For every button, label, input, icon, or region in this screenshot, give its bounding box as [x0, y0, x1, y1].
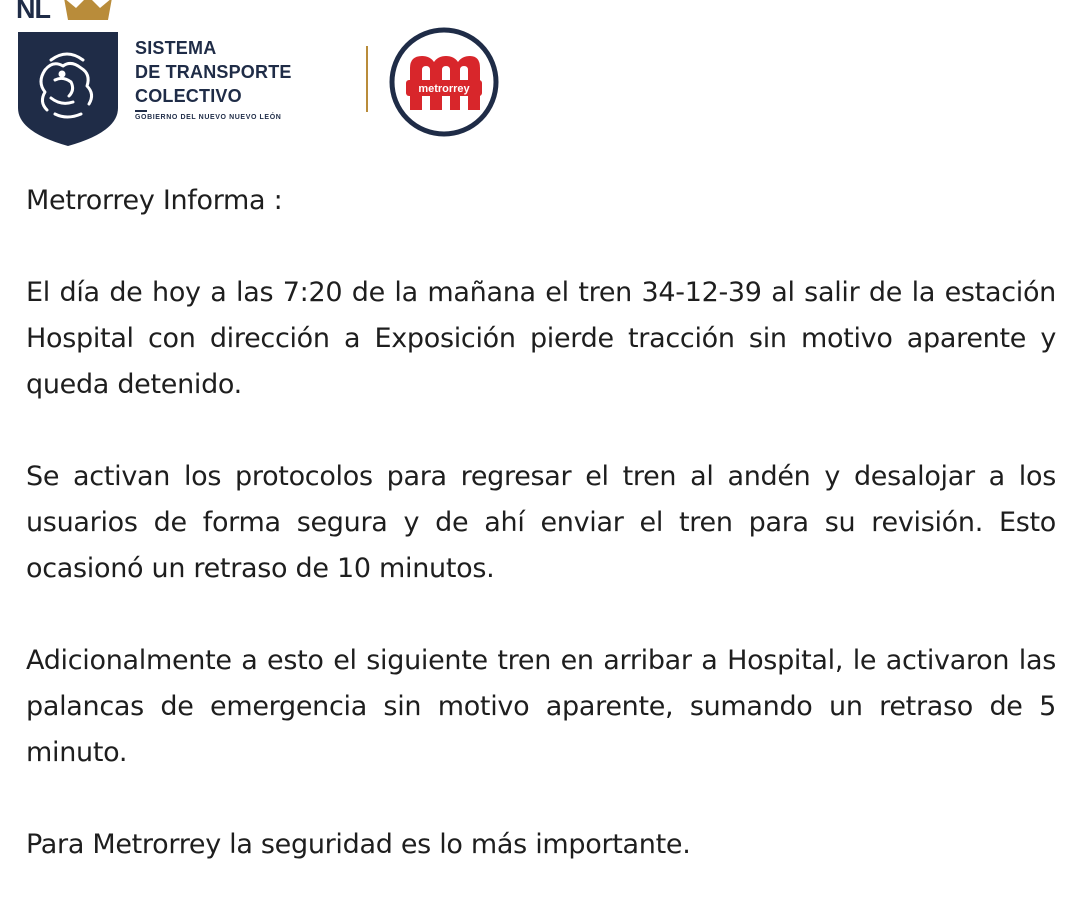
organization-name — [135, 36, 355, 108]
organization-line: COLECTIVO — [135, 86, 242, 106]
organization-subtitle: GOBIERNO DEL NUEVO NUEVO LEÓN — [135, 114, 282, 121]
announcement-paragraph: El día de hoy a las 7:20 de la mañana el tren 34-12-39 al salir de la estación Hospital con dirección a Exposición pierde tracción sin motivo aparente y queda detenido. — [26, 277, 1056, 400]
metrorrey-logo — [388, 26, 500, 138]
announcement-paragraph: Se activan los protocolos para regresar el tren al andén y desalojar a los usuarios de forma segura y de ahí enviar el tren para su revisión. Esto ocasionó un retraso de 10 minutos. — [26, 461, 1056, 584]
announcement-closing: Para Metrorrey la seguridad es lo más importante. — [26, 829, 691, 860]
announcement-heading: Metrorrey Informa : — [26, 185, 283, 216]
header — [0, 0, 1080, 160]
organization-line: DE TRANSPORTE — [135, 62, 292, 82]
announcement-body — [26, 178, 1056, 868]
nl-logo — [16, 0, 126, 24]
lion-shield-icon — [15, 30, 121, 148]
metrorrey-logo-text: metrorrey — [418, 83, 470, 95]
announcement-paragraph: Adicionalmente a esto el siguiente tren en arribar a Hospital, le activaron las palancas de emergencia sin motivo aparente, sumando un retraso de 5 minuto. — [26, 645, 1056, 768]
organization-line: SISTEMA — [135, 38, 217, 58]
crown-icon — [62, 0, 114, 22]
subtitle-rule — [135, 110, 147, 112]
logo-divider — [366, 46, 368, 112]
nl-text: NL — [16, 0, 50, 24]
